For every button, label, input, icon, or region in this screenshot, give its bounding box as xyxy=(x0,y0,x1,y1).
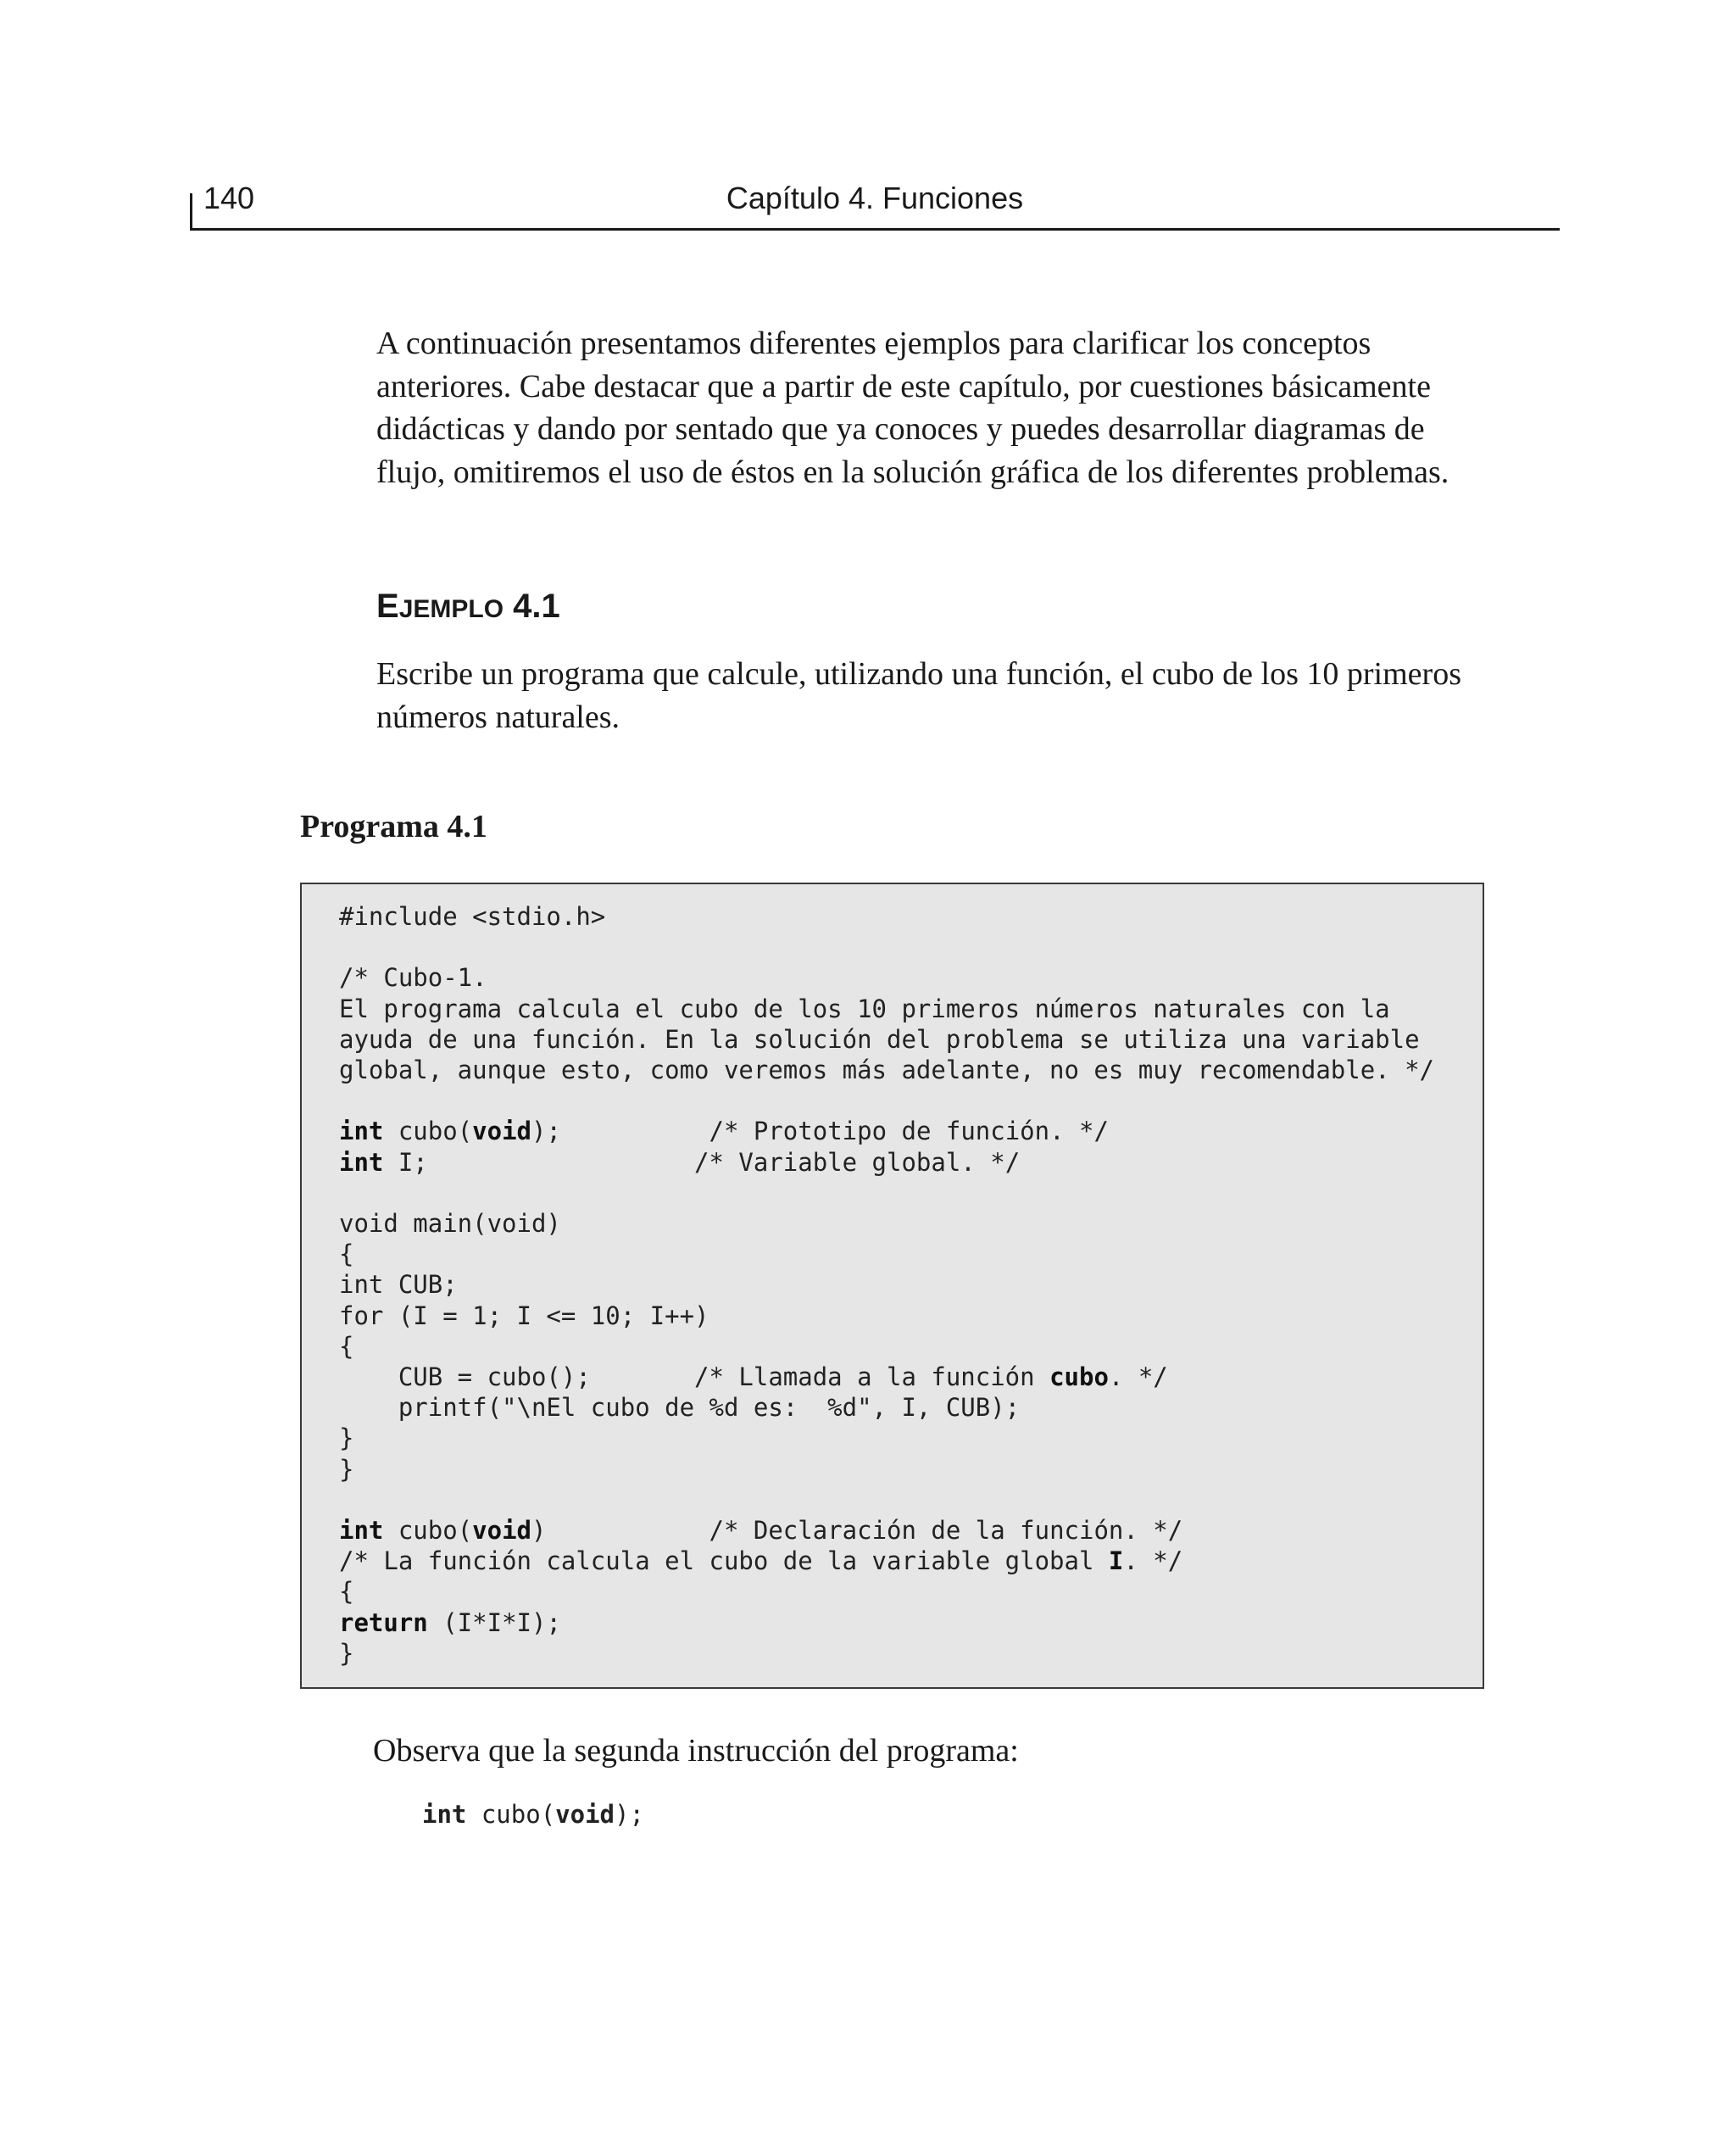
inline-code-keyword: void xyxy=(555,1800,615,1829)
code-text: /* La función calcula el cubo de la variable global xyxy=(339,1546,1109,1576)
code-line xyxy=(339,1516,1182,1545)
code-text: } xyxy=(339,1423,354,1453)
code-line xyxy=(339,994,1390,1023)
inline-code-snippet xyxy=(422,1797,644,1831)
chapter-title: Capítulo 4. Funciones xyxy=(726,181,1024,215)
code-text: /* Cubo-1. xyxy=(339,963,487,993)
code-text: ); /* Prototipo de función. */ xyxy=(531,1117,1109,1146)
code-line xyxy=(339,1362,1168,1391)
page-number: 140 xyxy=(203,181,255,215)
code-line xyxy=(339,1209,561,1238)
code-keyword: void xyxy=(472,1117,531,1146)
code-line xyxy=(339,1423,353,1452)
inline-code-text: ); xyxy=(615,1800,644,1829)
code-text: for (I = 1; I <= 10; I++) xyxy=(339,1301,709,1330)
code-text: ) /* Declaración de la función. */ xyxy=(531,1516,1183,1546)
code-text: global, aunque esto, como veremos más adelante, no es muy recomendable. */ xyxy=(339,1056,1435,1085)
code-text: . */ xyxy=(1108,1362,1168,1392)
code-line xyxy=(339,1056,1434,1084)
code-keyword: cubo xyxy=(1049,1362,1109,1392)
code-text: . */ xyxy=(1123,1546,1183,1576)
code-line xyxy=(339,963,487,992)
code-text: printf("\nEl cubo de %d es: %d", I, CUB); xyxy=(339,1393,1021,1423)
intro-paragraph: A continuación presentamos diferentes ejemplos para clarificar los conceptos anteriores. Cabe destacar que a partir de este capítulo, por cuestiones básicamente didácticas y dando por sentado que ya conoces y puedes desarrollar diagramas de flujo, omitiremos el uso de éstos en la solución gráfica de los diferentes problemas. xyxy=(376,326,1449,490)
code-line xyxy=(339,1332,353,1361)
code-keyword: int xyxy=(339,1117,384,1146)
code-text: (I*I*I); xyxy=(427,1607,561,1637)
code-line xyxy=(339,902,605,931)
code-keyword: void xyxy=(472,1516,531,1546)
code-line xyxy=(339,1455,353,1484)
code-text: ayuda de una función. En la solución del problema se utiliza una variable xyxy=(339,1024,1420,1054)
code-text: { xyxy=(339,1331,354,1361)
code-text: CUB = cubo(); /* Llamada a la función xyxy=(339,1362,1050,1392)
code-line xyxy=(339,1117,1109,1145)
code-text: #include <stdio.h> xyxy=(339,902,606,931)
header-bottom-rule xyxy=(190,228,1560,231)
code-listing-box xyxy=(300,883,1484,1689)
example-heading-initial: E xyxy=(376,588,399,625)
code-line xyxy=(339,1270,458,1299)
code-line xyxy=(339,1148,1020,1177)
code-text: } xyxy=(339,1454,354,1484)
code-text: cubo( xyxy=(383,1117,473,1146)
code-text: I; /* Variable global. */ xyxy=(383,1147,1021,1177)
code-keyword: int xyxy=(339,1147,384,1177)
code-text: } xyxy=(339,1638,354,1668)
code-line xyxy=(339,1577,353,1606)
running-header xyxy=(190,176,1560,229)
inline-code-keyword: int xyxy=(422,1800,467,1829)
code-text: El programa calcula el cubo de los 10 primeros números naturales con la xyxy=(339,994,1390,1023)
example-statement: Escribe un programa que calcule, utilizando una función, el cubo de los 10 primeros números naturales. xyxy=(376,656,1461,735)
code-line xyxy=(339,1608,561,1637)
code-text: cubo( xyxy=(383,1516,473,1546)
code-text: { xyxy=(339,1240,354,1269)
code-line xyxy=(339,1546,1182,1575)
code-line xyxy=(339,1025,1420,1054)
example-heading xyxy=(376,585,560,631)
code-text: { xyxy=(339,1577,354,1607)
code-text: void main(void) xyxy=(339,1209,561,1239)
code-line xyxy=(339,1393,1020,1422)
example-heading-smallcaps: JEMPLO xyxy=(398,595,504,623)
code-keyword: return xyxy=(339,1607,428,1637)
code-line xyxy=(339,1639,353,1668)
code-text: int CUB; xyxy=(339,1270,458,1300)
code-line xyxy=(339,1240,353,1268)
code-keyword: int xyxy=(339,1516,384,1546)
code-keyword: I xyxy=(1108,1546,1124,1576)
example-heading-number: 4.1 xyxy=(513,588,560,625)
inline-code-text: cubo( xyxy=(466,1800,556,1829)
code-line xyxy=(339,1301,709,1330)
program-label: Programa 4.1 xyxy=(300,809,487,844)
code-listing xyxy=(339,901,1434,1669)
after-paragraph: Observa que la segunda instrucción del programa: xyxy=(373,1733,1019,1769)
